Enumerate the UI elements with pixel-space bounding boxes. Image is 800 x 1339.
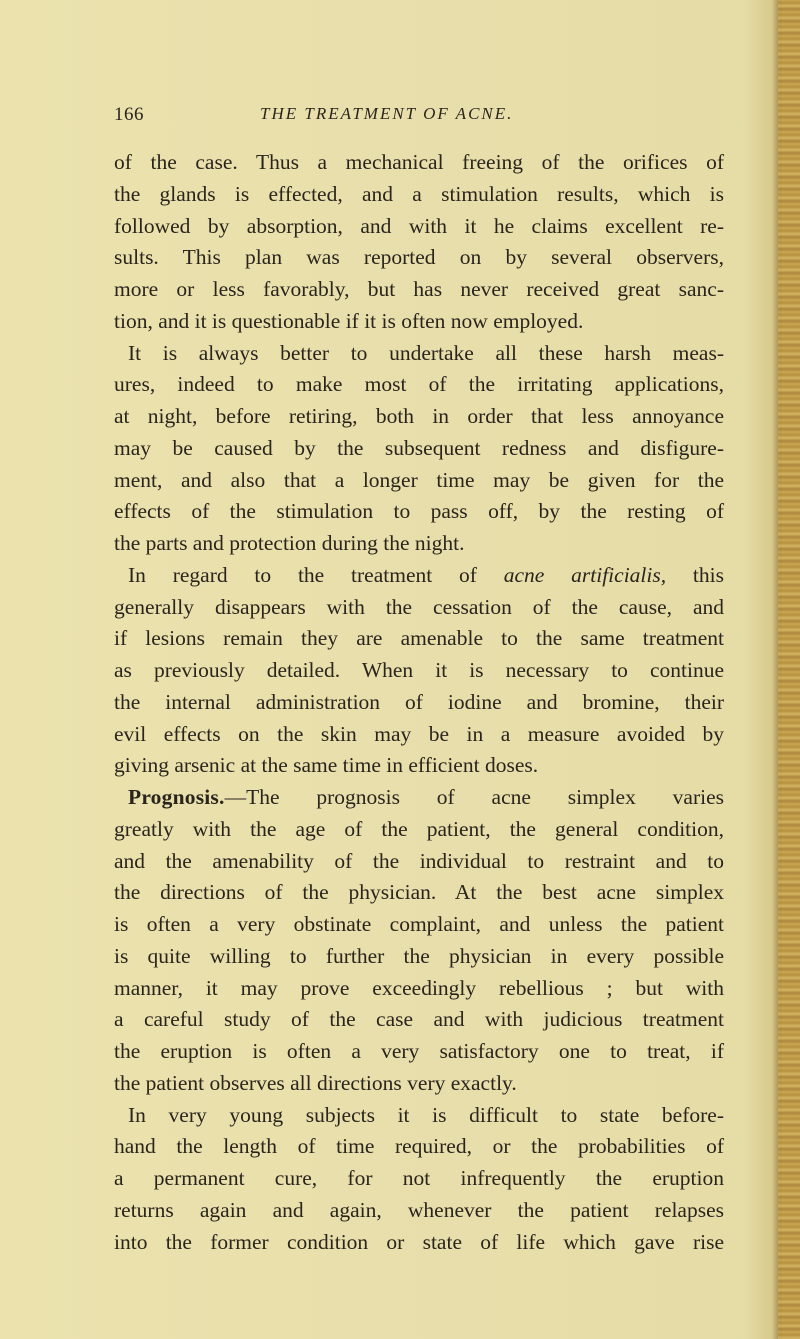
text-line: the glands is effected, and a stimulation results, which is bbox=[114, 181, 724, 206]
body-text bbox=[114, 147, 724, 1258]
text-line bbox=[114, 560, 724, 592]
text-line: at night, before retiring, both in order that less annoyance bbox=[114, 404, 724, 428]
running-head: THE TREATMENT OF ACNE. bbox=[260, 104, 514, 123]
text-line: greatly with the age of the patient, the general condition, bbox=[114, 816, 724, 841]
page-header bbox=[114, 104, 714, 134]
text-line: effects of the stimulation to pass off, by the resting of bbox=[114, 499, 724, 524]
text-line: as previously detailed. When it is necessary to continue bbox=[114, 658, 724, 682]
text-line: the eruption is often a very satisfactory one to treat, if bbox=[114, 1039, 724, 1063]
text-segment: —The prognosis of acne simplex varies bbox=[224, 785, 724, 809]
page-number: 166 bbox=[114, 104, 144, 125]
text-line: It is always better to undertake all these harsh meas- bbox=[128, 340, 724, 365]
text-line: tion, and it is questionable if it is often now employed. bbox=[114, 308, 584, 333]
text-line: may be caused by the subsequent redness and disfigure- bbox=[114, 435, 724, 460]
text-line: of the case. Thus a mechanical freeing of the orifices of bbox=[114, 150, 724, 174]
text-line: more or less favorably, but has never received great sanc- bbox=[114, 277, 724, 301]
text-line: ment, and also that a longer time may be given for the bbox=[114, 467, 724, 492]
text-segment: In regard to the treatment of bbox=[128, 562, 504, 587]
text-line: ures, indeed to make most of the irritating applications, bbox=[114, 372, 724, 397]
text-line: manner, it may prove exceedingly rebellious ; but with bbox=[114, 975, 724, 1000]
text-line: and the amenability of the individual to restraint and to bbox=[114, 848, 724, 873]
text-line: into the former condition or state of life which gave rise bbox=[114, 1229, 724, 1254]
text-line: is quite willing to further the physician in every possible bbox=[114, 943, 724, 968]
text-line: evil effects on the skin may be in a measure avoided by bbox=[114, 721, 724, 746]
text-line: generally disappears with the cessation of the cause, and bbox=[114, 594, 724, 619]
text-segment: this bbox=[666, 562, 724, 587]
italic-term: acne artificialis, bbox=[503, 562, 667, 587]
text-line: sults. This plan was reported on by several observers, bbox=[114, 245, 724, 270]
text-line: returns again and again, whenever the patient relapses bbox=[114, 1197, 724, 1222]
text-line: a permanent cure, for not infrequently the eruption bbox=[114, 1166, 724, 1190]
text-line: a careful study of the case and with judicious treatment bbox=[114, 1007, 724, 1032]
text-line: the parts and protection during the night. bbox=[114, 531, 465, 555]
text-line: hand the length of time required, or the probabilities of bbox=[114, 1134, 724, 1159]
text-line: In very young subjects it is difficult to state before- bbox=[128, 1102, 724, 1127]
text-line: is often a very obstinate complaint, and unless the patient bbox=[114, 912, 724, 936]
text-line bbox=[114, 782, 724, 814]
page-edge bbox=[778, 0, 800, 1339]
text-line: the patient observes all directions very exactly. bbox=[114, 1070, 517, 1095]
text-line: the directions of the physician. At the best acne simplex bbox=[114, 880, 724, 905]
text-line: if lesions remain they are amenable to the same treatment bbox=[114, 626, 724, 651]
text-line: followed by absorption, and with it he claims excellent re- bbox=[114, 213, 724, 238]
text-line: giving arsenic at the same time in efficient doses. bbox=[114, 753, 539, 778]
section-heading: Prognosis. bbox=[128, 785, 225, 809]
text-line: the internal administration of iodine and bromine, their bbox=[114, 689, 724, 714]
